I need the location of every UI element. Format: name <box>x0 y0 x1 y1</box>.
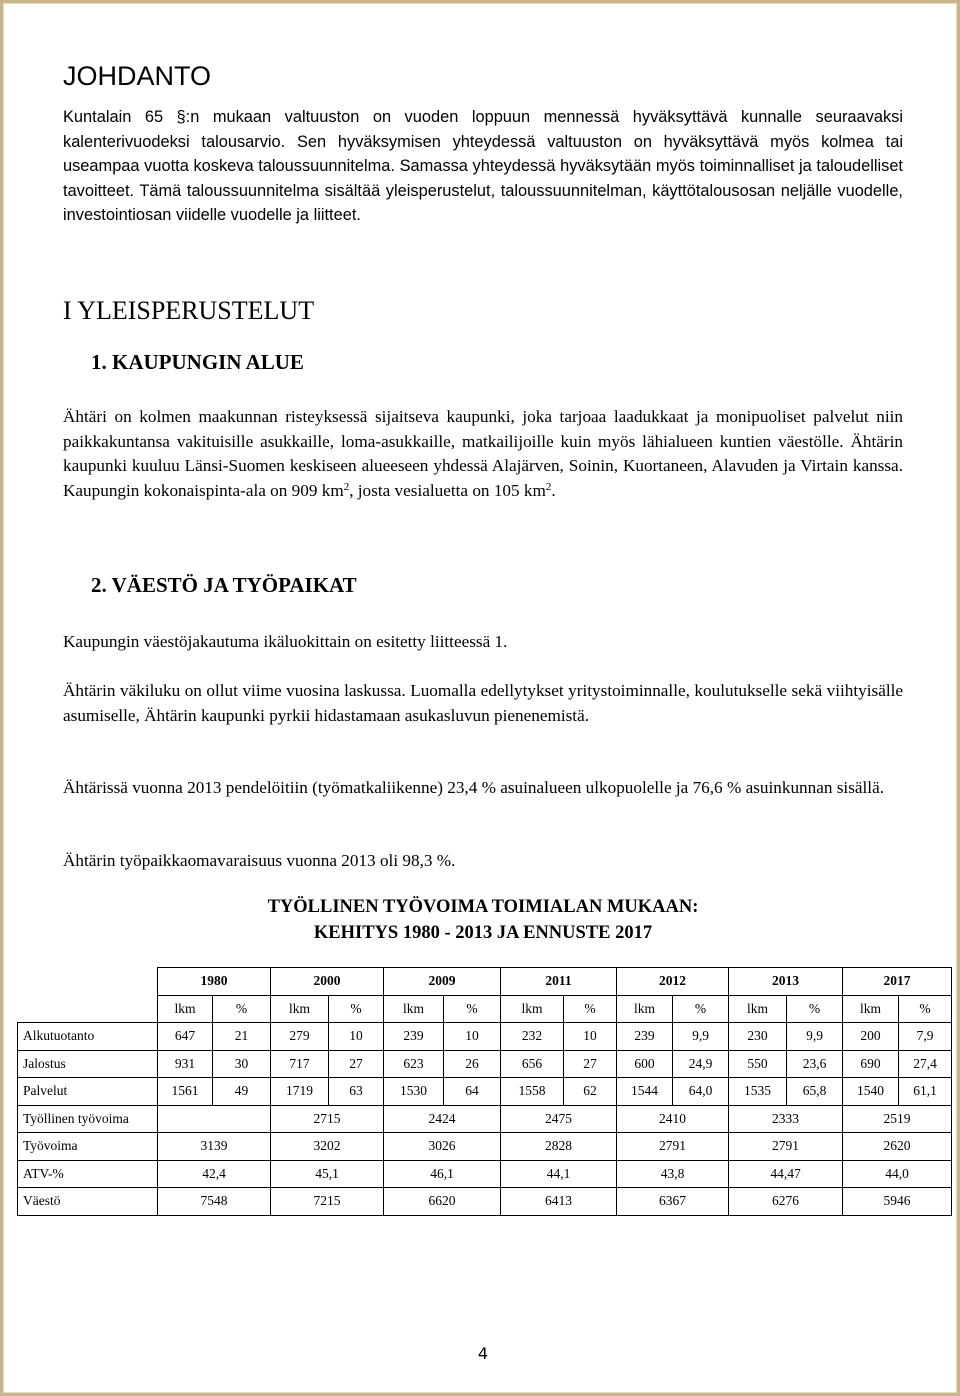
section1-paragraph <box>63 405 903 503</box>
table-cell: 232 <box>501 1023 564 1051</box>
table-cell: 1540 <box>843 1078 899 1106</box>
section2-paragraph-1: Kaupungin väestöjakautuma ikäluokittain on esitetty liitteessä 1. <box>63 632 508 651</box>
table-row <box>18 1133 952 1161</box>
unit-lkm-header: lkm <box>617 995 673 1023</box>
table-cell: 45,1 <box>271 1160 384 1188</box>
unit-pct-header: % <box>213 995 271 1023</box>
table-cell <box>158 1105 271 1133</box>
section1-text-a: Ähtäri on kolmen maakunnan risteyksessä sijaitseva kaupunki, joka tarjoaa laadukkaat ja monipuoliset palvelut niin paikkakuntansa vakituisille asukkaille, loma-asukkaille, matkailijoille kuin myös lähialueen kuntien väestölle. Ähtärin kaupunki kuuluu Länsi-Suomen keskiseen alueeseen yhdessä Alajärven, Soinin, Kuortaneen, Alavuden ja Virtain kanssa. Kaupungin kokonaispinta-ala on 909 km <box>63 407 903 500</box>
table-cell: 24,9 <box>673 1050 729 1078</box>
table-cell: 2333 <box>729 1105 843 1133</box>
table-cell: 3139 <box>158 1133 271 1161</box>
superscript-1: 2 <box>343 480 350 493</box>
table-cell: 23,6 <box>787 1050 843 1078</box>
table-cell: 1530 <box>384 1078 444 1106</box>
table-cell: 550 <box>729 1050 787 1078</box>
section-title: I YLEISPERUSTELUT <box>63 296 315 325</box>
table-cell: 717 <box>271 1050 329 1078</box>
unit-pct-header: % <box>329 995 384 1023</box>
intro-paragraph: Kuntalain 65 §:n mukaan valtuuston on vuoden loppuun mennessä hyväksyttävä kunnalle seuraavaksi kalenterivuodeksi talousarvio. Sen hyväksymisen yhteydessä valtuuston on hyväksyttävä myös kolmea tai useampaa vuotta koskeva taloussuunnitelma. Samassa yhteydessä hyväksytään myös toiminnalliset ja taloudelliset tavoitteet. Tämä taloussuunnitelma sisältää yleisperustelut, taloussuunnitelman, käyttötalousosan neljälle vuodelle, investointiosan viidelle vuodelle ja liitteet. <box>63 108 903 224</box>
table-title-line-2: KEHITYS 1980 - 2013 JA ENNUSTE 2017 <box>313 923 653 943</box>
section1-text-c: . <box>551 480 556 500</box>
table-cell: 623 <box>384 1050 444 1078</box>
table-row <box>18 1078 952 1106</box>
table-cell: 63 <box>329 1078 384 1106</box>
table-cell: 62 <box>564 1078 617 1106</box>
unit-pct-header: % <box>787 995 843 1023</box>
table-cell: 647 <box>158 1023 213 1051</box>
table-row <box>18 1050 952 1078</box>
table-cell: 279 <box>271 1023 329 1051</box>
year-header: 2009 <box>384 968 501 996</box>
unit-lkm-header: lkm <box>729 995 787 1023</box>
table-row <box>18 1023 952 1051</box>
row-label: Palvelut <box>18 1078 158 1106</box>
table-row <box>18 1105 952 1133</box>
unit-pct-header: % <box>444 995 501 1023</box>
table-cell: 44,47 <box>729 1160 843 1188</box>
table-cell: 600 <box>617 1050 673 1078</box>
table-cell: 30 <box>213 1050 271 1078</box>
table-cell: 656 <box>501 1050 564 1078</box>
year-header: 2000 <box>271 968 384 996</box>
section2-paragraph-3: Ähtärissä vuonna 2013 pendelöitiin (työmatkaliikenne) 23,4 % asuinalueen ulkopuolelle ja 76,6 % asuinkunnan sisällä. <box>63 778 884 797</box>
table-cell: 6413 <box>501 1188 617 1216</box>
table-cell: 6620 <box>384 1188 501 1216</box>
table-corner <box>18 968 158 1023</box>
table-cell: 2475 <box>501 1105 617 1133</box>
table-cell: 931 <box>158 1050 213 1078</box>
table-cell: 64 <box>444 1078 501 1106</box>
year-header: 1980 <box>158 968 271 996</box>
table-cell: 26 <box>444 1050 501 1078</box>
table-cell: 2424 <box>384 1105 501 1133</box>
table-cell: 10 <box>329 1023 384 1051</box>
table-cell: 10 <box>564 1023 617 1051</box>
table-cell: 2791 <box>617 1133 729 1161</box>
table-cell: 230 <box>729 1023 787 1051</box>
unit-pct-header: % <box>564 995 617 1023</box>
unit-pct-header: % <box>673 995 729 1023</box>
table-cell: 7548 <box>158 1188 271 1216</box>
table-cell: 2620 <box>843 1133 952 1161</box>
table-cell: 64,0 <box>673 1078 729 1106</box>
year-header: 2013 <box>729 968 843 996</box>
section2-heading: 2. VÄESTÖ JA TYÖPAIKAT <box>91 573 357 597</box>
table-cell: 1535 <box>729 1078 787 1106</box>
table-cell: 239 <box>617 1023 673 1051</box>
table-cell: 690 <box>843 1050 899 1078</box>
table-cell: 9,9 <box>673 1023 729 1051</box>
unit-header-row <box>18 995 952 1023</box>
table-cell: 27,4 <box>899 1050 952 1078</box>
table-cell: 44,1 <box>501 1160 617 1188</box>
table-cell: 65,8 <box>787 1078 843 1106</box>
table-cell: 49 <box>213 1078 271 1106</box>
table-cell: 42,4 <box>158 1160 271 1188</box>
row-label: Alkutuotanto <box>18 1023 158 1051</box>
table-cell: 6367 <box>617 1188 729 1216</box>
unit-lkm-header: lkm <box>271 995 329 1023</box>
superscript-2: 2 <box>545 480 552 493</box>
unit-lkm-header: lkm <box>501 995 564 1023</box>
row-label: Jalostus <box>18 1050 158 1078</box>
table-cell: 27 <box>329 1050 384 1078</box>
table-cell: 1544 <box>617 1078 673 1106</box>
table-title-line-1: TYÖLLINEN TYÖVOIMA TOIMIALAN MUKAAN: <box>267 897 699 917</box>
unit-lkm-header: lkm <box>158 995 213 1023</box>
table-cell: 6276 <box>729 1188 843 1216</box>
row-label: ATV-% <box>18 1160 158 1188</box>
table-cell: 9,9 <box>787 1023 843 1051</box>
table-cell: 3202 <box>271 1133 384 1161</box>
table-row <box>18 1188 952 1216</box>
table-cell: 44,0 <box>843 1160 952 1188</box>
table-cell: 7,9 <box>899 1023 952 1051</box>
unit-lkm-header: lkm <box>843 995 899 1023</box>
table-cell: 21 <box>213 1023 271 1051</box>
unit-lkm-header: lkm <box>384 995 444 1023</box>
row-label: Väestö <box>18 1188 158 1216</box>
row-label: Työvoima <box>18 1133 158 1161</box>
year-header: 2012 <box>617 968 729 996</box>
table-cell: 1561 <box>158 1078 213 1106</box>
section2-paragraph-2: Ähtärin väkiluku on ollut viime vuosina laskussa. Luomalla edellytykset yritystoiminnalle, koulutukselle sekä viihtyisälle asumiselle, Ähtärin kaupunki pyrkii hidastamaan asukasluvun pienenemistä. <box>63 681 903 725</box>
table-cell: 2410 <box>617 1105 729 1133</box>
table-cell: 5946 <box>843 1188 952 1216</box>
table-cell: 2519 <box>843 1105 952 1133</box>
table-cell: 27 <box>564 1050 617 1078</box>
row-label: Työllinen työvoima <box>18 1105 158 1133</box>
unit-pct-header: % <box>899 995 952 1023</box>
employment-table <box>17 967 952 1216</box>
page-heading: JOHDANTO <box>63 61 212 91</box>
table-cell: 7215 <box>271 1188 384 1216</box>
table-cell: 200 <box>843 1023 899 1051</box>
year-header: 2011 <box>501 968 617 996</box>
table-cell: 10 <box>444 1023 501 1051</box>
table-cell: 46,1 <box>384 1160 501 1188</box>
year-header: 2017 <box>843 968 952 996</box>
table-title <box>63 894 903 946</box>
table-cell: 3026 <box>384 1133 501 1161</box>
table-cell: 2715 <box>271 1105 384 1133</box>
table-row <box>18 1160 952 1188</box>
table-cell: 61,1 <box>899 1078 952 1106</box>
year-header-row <box>18 968 952 996</box>
section1-heading: 1. KAUPUNGIN ALUE <box>91 350 304 374</box>
table-cell: 239 <box>384 1023 444 1051</box>
table-cell: 1558 <box>501 1078 564 1106</box>
section2-paragraph-4: Ähtärin työpaikkaomavaraisuus vuonna 2013 oli 98,3 %. <box>63 851 456 870</box>
table-cell: 1719 <box>271 1078 329 1106</box>
table-cell: 2791 <box>729 1133 843 1161</box>
table-cell: 2828 <box>501 1133 617 1161</box>
page-number: 4 <box>477 1344 489 1363</box>
section1-text-b: , josta vesialuetta on 105 km <box>349 480 546 500</box>
table-cell: 43,8 <box>617 1160 729 1188</box>
